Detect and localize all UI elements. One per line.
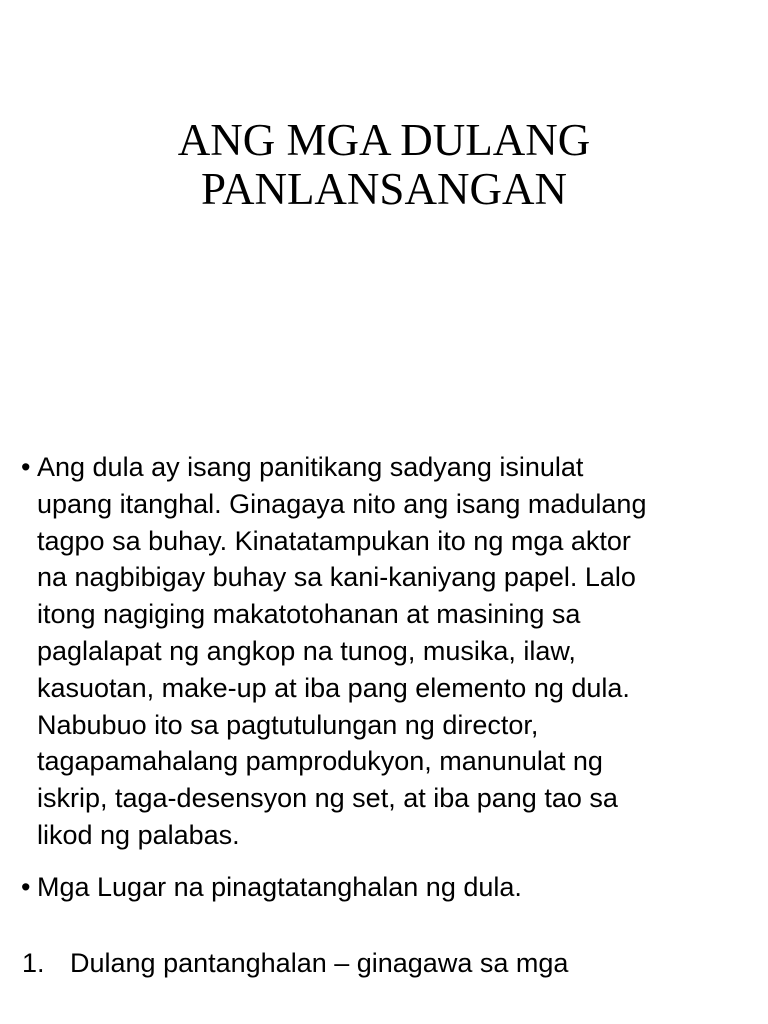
numbered-item-text: Dulang pantanghalan – ginagawa sa mga bbox=[70, 947, 569, 978]
slide-body bbox=[0, 449, 768, 981]
slide-title-line-1: ANG MGA DULANG bbox=[177, 115, 591, 165]
numbered-item-1 bbox=[0, 945, 768, 982]
bullet-marker: • bbox=[21, 871, 31, 902]
bullet-line: iskrip, taga-desensyon ng set, at iba pang tao sa bbox=[37, 783, 618, 814]
bullet-line: paglalapat ng angkop na tunog, musika, ilaw, bbox=[37, 635, 576, 666]
list-number: 1. bbox=[22, 947, 45, 978]
bullet-line: tagpo sa buhay. Kinatatampukan ito ng mga aktor bbox=[37, 525, 631, 556]
slide-title-line-2: PANLANSANGAN bbox=[201, 164, 567, 214]
slide-title bbox=[0, 116, 768, 214]
bullet-line: tagapamahalang pamprodukyon, manunulat ng bbox=[37, 746, 603, 777]
bullet-line: upang itanghal. Ginagaya nito ang isang madulang bbox=[37, 488, 647, 519]
bullet-line: likod ng palabas. bbox=[37, 819, 240, 850]
bullet-line: Ang dula ay isang panitikang sadyang isinulat bbox=[37, 452, 584, 482]
bullet-line: itong nagiging makatotohanan at masining sa bbox=[37, 599, 581, 630]
bullet-line: kasuotan, make-up at iba pang elemento ng dula. bbox=[37, 672, 630, 703]
bullet-item-places bbox=[0, 869, 768, 906]
bullet-line: Mga Lugar na pinagtatanghalan ng dula. bbox=[37, 871, 522, 902]
bullet-marker: • bbox=[21, 452, 31, 482]
bullet-item-definition bbox=[0, 449, 768, 854]
bullet-line: Nabubuo ito sa pagtutulungan ng director, bbox=[37, 709, 539, 740]
bullet-line: na nagbibigay buhay sa kani-kaniyang papel. Lalo bbox=[37, 562, 636, 593]
